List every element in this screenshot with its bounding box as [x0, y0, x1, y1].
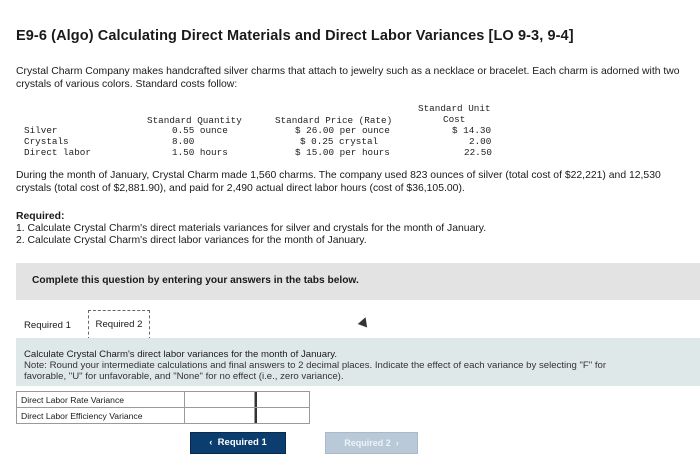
labor-rate-effect-select[interactable]: [255, 392, 309, 407]
header-unit-cost-1: Standard Unit: [418, 103, 491, 114]
effect-cell: [255, 408, 310, 424]
tab-required-1[interactable]: Required 1: [24, 320, 71, 331]
row-price: $ 0.25 crystal: [300, 136, 379, 147]
row-item: Direct labor: [24, 147, 91, 158]
table-row: [17, 408, 310, 424]
row-item: Silver: [24, 125, 58, 136]
row-quantity: 1.50 hours: [172, 147, 228, 158]
tab-instructions: [16, 338, 700, 386]
labor-efficiency-variance-input[interactable]: [185, 408, 254, 423]
required-item: 2. Calculate Crystal Charm's direct labor variances for the month of January.: [16, 235, 367, 246]
mouse-cursor-icon: [358, 316, 370, 328]
page-title: E9-6 (Algo) Calculating Direct Materials and Direct Labor Variances [LO 9-3, 9-4]: [16, 28, 574, 44]
instructions-banner: [16, 263, 700, 300]
amount-cell: [185, 392, 255, 408]
chevron-right-icon: ›: [395, 438, 399, 448]
labor-efficiency-effect-select[interactable]: [255, 408, 309, 423]
problem-paragraph: During the month of January, Crystal Charm made 1,560 charms. The company used 823 ounces of silver (total cost of $22,221) and 12,530 crystals (total cost of $2,881.90), and paid for 2,490 actual direct labor hours (cost of $36,105.00).: [16, 170, 661, 194]
row-quantity: 0.55 ounce: [172, 125, 228, 136]
prev-tab-button[interactable]: [190, 432, 286, 454]
required-section: [16, 211, 486, 247]
next-tab-button[interactable]: [325, 432, 418, 454]
row-price: $ 26.00 per ounce: [295, 125, 390, 136]
required-heading: Required:: [16, 211, 65, 222]
answer-table: [16, 391, 310, 424]
row-label: Direct Labor Efficiency Variance: [17, 408, 185, 424]
row-label: Direct Labor Rate Variance: [17, 392, 185, 408]
row-price: $ 15.00 per hours: [295, 147, 390, 158]
required-item: 1. Calculate Crystal Charm's direct materials variances for silver and crystals for the month of January.: [16, 223, 487, 234]
tab-required-2[interactable]: Required 2: [88, 310, 150, 340]
next-button-label: Required 2: [344, 438, 391, 448]
banner-text: Complete this question by entering your answers in the tabs below.: [32, 275, 359, 286]
chevron-left-icon: ‹: [209, 437, 213, 448]
instruction-note: Note: Round your intermediate calculations and final answers to 2 decimal places. Indicate the effect of each variance by selecting "F" for favorable, "U" for unfavorable, and "None" for no effect (i.e., zero variance).: [24, 360, 607, 382]
amount-cell: [185, 408, 255, 424]
row-cost: $ 14.30: [452, 125, 492, 136]
header-price: Standard Price (Rate): [275, 115, 393, 126]
labor-rate-variance-input[interactable]: [185, 392, 254, 407]
row-cost: 2.00: [469, 136, 492, 147]
intro-text: Crystal Charm Company makes handcrafted silver charms that attach to jewelry such as a necklace or bracelet. Each charm is adorned with two crystals of various colors. Standard costs follow:: [16, 66, 680, 90]
effect-cell: [255, 392, 310, 408]
header-quantity: Standard Quantity: [147, 115, 242, 126]
prev-button-label: Required 1: [217, 437, 267, 448]
row-quantity: 8.00: [172, 136, 195, 147]
header-unit-cost-2: Cost: [443, 114, 466, 125]
row-item: Crystals: [24, 136, 69, 147]
table-row: [17, 392, 310, 408]
row-cost: 22.50: [464, 147, 492, 158]
instruction-line: Calculate Crystal Charm's direct labor variances for the month of January.: [24, 349, 338, 360]
